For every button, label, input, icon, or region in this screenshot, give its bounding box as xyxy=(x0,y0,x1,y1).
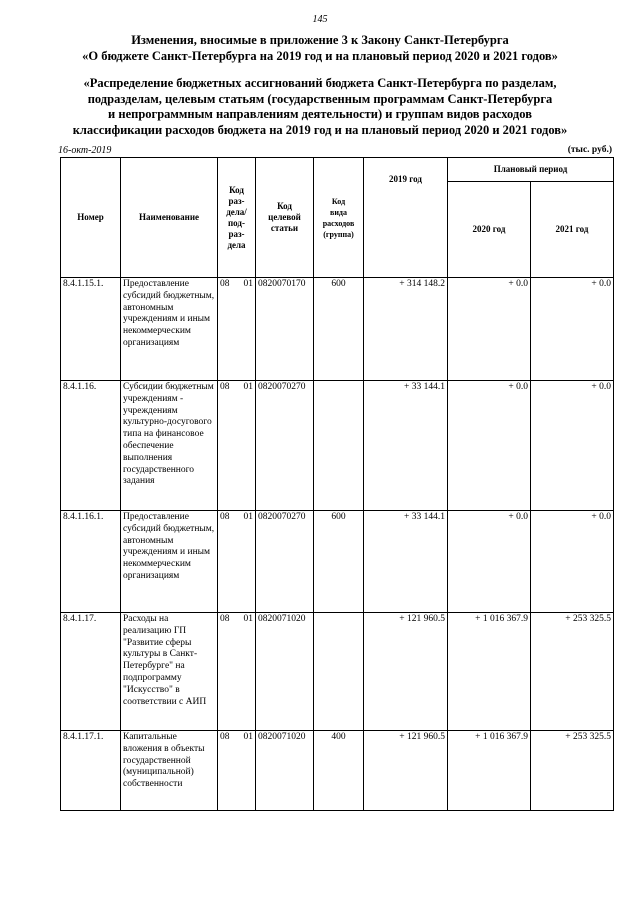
header-target-line: целевой xyxy=(268,212,301,222)
row-name: Предоставление субсидий бюджетным, автономным учреждениям и иным некоммерческим организациям xyxy=(121,511,218,613)
header-year-2021: 2021 год xyxy=(531,182,614,278)
header-name: Наименование xyxy=(121,158,218,278)
page-number: 145 xyxy=(312,14,328,25)
title-line-2: «О бюджете Санкт-Петербурга на 2019 год и на плановый период 2020 и 2021 годов» xyxy=(82,49,558,63)
row-value-2020: + 1 016 367.9 xyxy=(448,613,531,731)
header-group-code xyxy=(314,158,364,278)
header-group-line: вида xyxy=(330,207,347,217)
row-number: 8.4.1.15.1. xyxy=(61,278,121,381)
row-target-code: 0820071020 xyxy=(256,613,314,731)
subtitle-line: подразделам, целевым статьям (государственным программам Санкт-Петербурга xyxy=(87,91,553,106)
document-date: 16-окт-2019 xyxy=(58,145,112,156)
row-group-code: 600 xyxy=(314,278,364,381)
row-number: 8.4.1.17.1. xyxy=(61,731,121,811)
row-value-2021: + 0.0 xyxy=(531,278,614,381)
row-section xyxy=(218,381,256,511)
row-name: Капитальные вложения в объекты государственной (муниципальной) собственности xyxy=(121,731,218,811)
row-section-code: 08 xyxy=(220,614,230,624)
document-title xyxy=(40,32,600,64)
row-value-2020: + 0.0 xyxy=(448,511,531,613)
row-group-code: 400 xyxy=(314,731,364,811)
row-number: 8.4.1.16.1. xyxy=(61,511,121,613)
header-year-2019: 2019 год xyxy=(364,158,448,278)
header-row-1 xyxy=(61,158,614,182)
table-row xyxy=(61,731,614,811)
row-target-code: 0820070270 xyxy=(256,381,314,511)
row-subsection-code: 01 xyxy=(243,279,253,289)
row-number: 8.4.1.17. xyxy=(61,613,121,731)
header-section-line: дела/ xyxy=(226,206,247,217)
header-section-code xyxy=(218,158,256,278)
row-group-code: 600 xyxy=(314,511,364,613)
row-group-code xyxy=(314,381,364,511)
table-row xyxy=(61,278,614,381)
row-group-code xyxy=(314,613,364,731)
row-target-code: 0820070270 xyxy=(256,511,314,613)
row-subsection-code: 01 xyxy=(243,382,253,392)
row-section-code: 08 xyxy=(220,279,230,289)
table-row xyxy=(61,381,614,511)
row-value-2019: + 314 148.2 xyxy=(364,278,448,381)
table-row xyxy=(61,613,614,731)
row-value-2021: + 253 325.5 xyxy=(531,613,614,731)
subtitle-line: и непрограммным направлениям деятельности) и группам видов расходов xyxy=(108,107,532,121)
row-value-2019: + 33 144.1 xyxy=(364,381,448,511)
row-section xyxy=(218,613,256,731)
header-section-line: раз- xyxy=(228,195,245,206)
row-value-2021: + 0.0 xyxy=(531,381,614,511)
row-value-2019: + 121 960.5 xyxy=(364,613,448,731)
row-value-2020: + 0.0 xyxy=(448,278,531,381)
row-name: Расходы на реализацию ГП "Развитие сферы культуры в Санкт-Петербурге" на подпрограмму "Искусство" в соответствии с АИП xyxy=(121,613,218,731)
header-section-line: Код xyxy=(229,184,244,195)
header-group-line: расходов xyxy=(322,218,355,228)
header-section-line: под- xyxy=(228,217,245,228)
header-number: Номер xyxy=(61,158,121,278)
header-target-line: статьи xyxy=(270,223,299,233)
row-value-2019: + 33 144.1 xyxy=(364,511,448,613)
header-plan-period: Плановый период xyxy=(448,158,614,182)
budget-table xyxy=(60,157,614,811)
header-group-line: (группа) xyxy=(323,229,354,239)
row-target-code: 0820071020 xyxy=(256,731,314,811)
document-subtitle xyxy=(40,76,600,138)
row-section xyxy=(218,731,256,811)
subtitle-line: «Распределение бюджетных ассигнований бюджета Санкт-Петербурга по разделам, xyxy=(83,76,557,90)
row-value-2019: + 121 960.5 xyxy=(364,731,448,811)
row-value-2021: + 0.0 xyxy=(531,511,614,613)
row-section-code: 08 xyxy=(220,512,230,522)
header-group-line: Код xyxy=(331,196,346,206)
row-section-code: 08 xyxy=(220,732,230,742)
units-label: (тыс. руб.) xyxy=(567,145,612,155)
row-section xyxy=(218,511,256,613)
title-line-1: Изменения, вносимые в приложение 3 к Закону Санкт-Петербурга xyxy=(131,33,509,47)
row-value-2020: + 0.0 xyxy=(448,381,531,511)
table-row xyxy=(61,511,614,613)
row-target-code: 0820070170 xyxy=(256,278,314,381)
row-subsection-code: 01 xyxy=(243,732,253,742)
row-section xyxy=(218,278,256,381)
row-name: Предоставление субсидий бюджетным, автономным учреждениям и иным некоммерческим организациям xyxy=(121,278,218,381)
header-target-code xyxy=(256,158,314,278)
row-value-2020: + 1 016 367.9 xyxy=(448,731,531,811)
row-value-2021: + 253 325.5 xyxy=(531,731,614,811)
header-section-line: дела xyxy=(227,239,246,250)
header-year-2020: 2020 год xyxy=(448,182,531,278)
row-section-code: 08 xyxy=(220,382,230,392)
header-target-line: Код xyxy=(277,201,292,211)
row-number: 8.4.1.16. xyxy=(61,381,121,511)
row-subsection-code: 01 xyxy=(243,512,253,522)
subtitle-line: классификации расходов бюджета на 2019 год и на плановый период 2020 и 2021 годов» xyxy=(72,122,568,137)
header-section-line: раз- xyxy=(228,228,245,239)
row-subsection-code: 01 xyxy=(243,614,253,624)
row-name: Субсидии бюджетным учреждениям - учреждениям культурно-досугового типа на финансовое обеспечение выполнения государственного задания xyxy=(121,381,218,511)
